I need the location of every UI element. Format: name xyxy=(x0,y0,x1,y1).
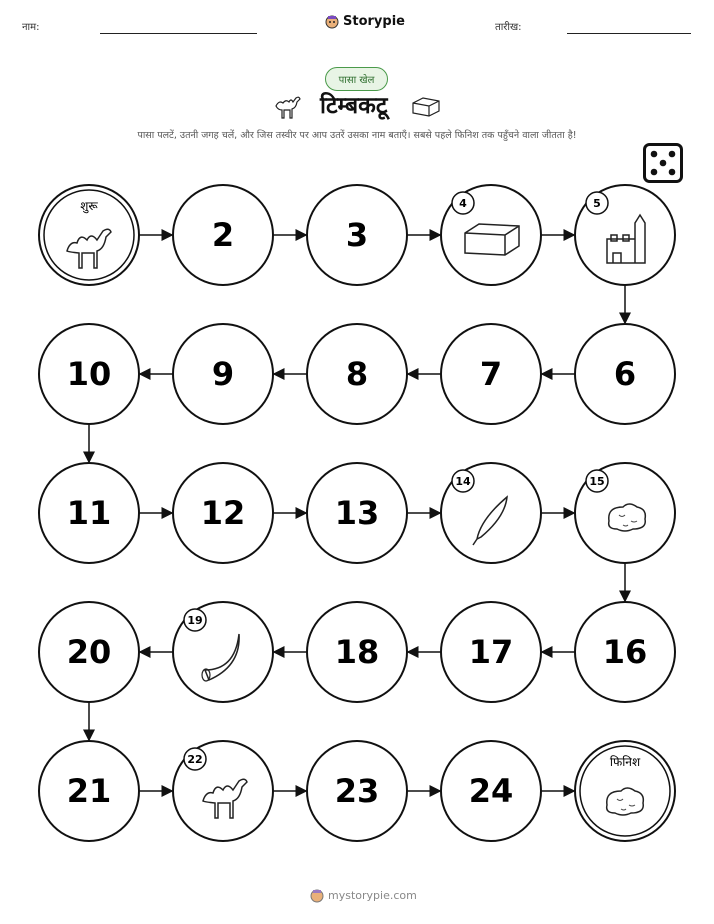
board-square-2 xyxy=(173,185,273,285)
square-number-badge: 4 xyxy=(459,197,467,210)
name-label: नाम: xyxy=(22,22,40,33)
square-number: 17 xyxy=(468,633,514,671)
square-number: 12 xyxy=(200,494,246,532)
board-square-10 xyxy=(39,324,139,424)
square-number-badge: 19 xyxy=(187,614,203,627)
board-square-24 xyxy=(441,741,541,841)
board-square-13 xyxy=(307,463,407,563)
square-number: 6 xyxy=(613,355,637,393)
square-number: 7 xyxy=(479,355,503,393)
board-square-1 xyxy=(39,185,139,285)
board-square-23 xyxy=(307,741,407,841)
board-square-17 xyxy=(441,602,541,702)
square-number: 24 xyxy=(468,772,514,810)
square-number: 20 xyxy=(66,633,112,671)
board-square-20 xyxy=(39,602,139,702)
board-square-4 xyxy=(441,185,541,285)
square-number: 13 xyxy=(334,494,380,532)
square-number-badge: 15 xyxy=(589,475,605,488)
square-number: 3 xyxy=(345,216,369,254)
board-square-5 xyxy=(575,185,675,285)
square-number: 21 xyxy=(66,772,112,810)
board-square-12 xyxy=(173,463,273,563)
square-number: 11 xyxy=(66,494,112,532)
page-title: टिम्बकटू xyxy=(320,93,388,119)
square-number: 8 xyxy=(345,355,369,393)
board-square-25 xyxy=(575,741,675,841)
square-number: 16 xyxy=(602,633,648,671)
storypie-mascot-icon xyxy=(310,888,324,903)
instructions: पासा पलटें, उतनी जगह चलें, और जिस तस्वीर पर आप उतरें उसका नाम बताएँ। सबसे पहले फिनिश तक पहुँचने वाला जीतता है! xyxy=(137,130,577,141)
start-label: शुरू xyxy=(80,199,98,213)
square-number-badge: 22 xyxy=(187,753,203,766)
square-number-badge: 5 xyxy=(593,197,601,210)
board-square-7 xyxy=(441,324,541,424)
finish-label: फिनिश xyxy=(609,755,641,769)
date-label: तारीख: xyxy=(495,22,522,33)
board-square-9 xyxy=(173,324,273,424)
board-square-11 xyxy=(39,463,139,563)
board-square-15 xyxy=(575,463,675,563)
board-square-16 xyxy=(575,602,675,702)
board-square-3 xyxy=(307,185,407,285)
board-square-21 xyxy=(39,741,139,841)
board-square-14 xyxy=(441,463,541,563)
square-number: 10 xyxy=(66,355,112,393)
square-number: 2 xyxy=(211,216,235,254)
board-square-6 xyxy=(575,324,675,424)
square-number: 9 xyxy=(211,355,235,393)
brand-name: Storypie xyxy=(343,14,405,29)
board-square-8 xyxy=(307,324,407,424)
square-number: 23 xyxy=(334,772,380,810)
square-number: 18 xyxy=(334,633,380,671)
footer xyxy=(310,888,417,903)
game-type-tag: पासा खेल xyxy=(325,67,388,91)
footer-site: mystorypie.com xyxy=(328,889,417,902)
board-square-22 xyxy=(173,741,273,841)
board-square-19 xyxy=(173,602,273,702)
board-square-18 xyxy=(307,602,407,702)
square-number-badge: 14 xyxy=(455,475,471,488)
